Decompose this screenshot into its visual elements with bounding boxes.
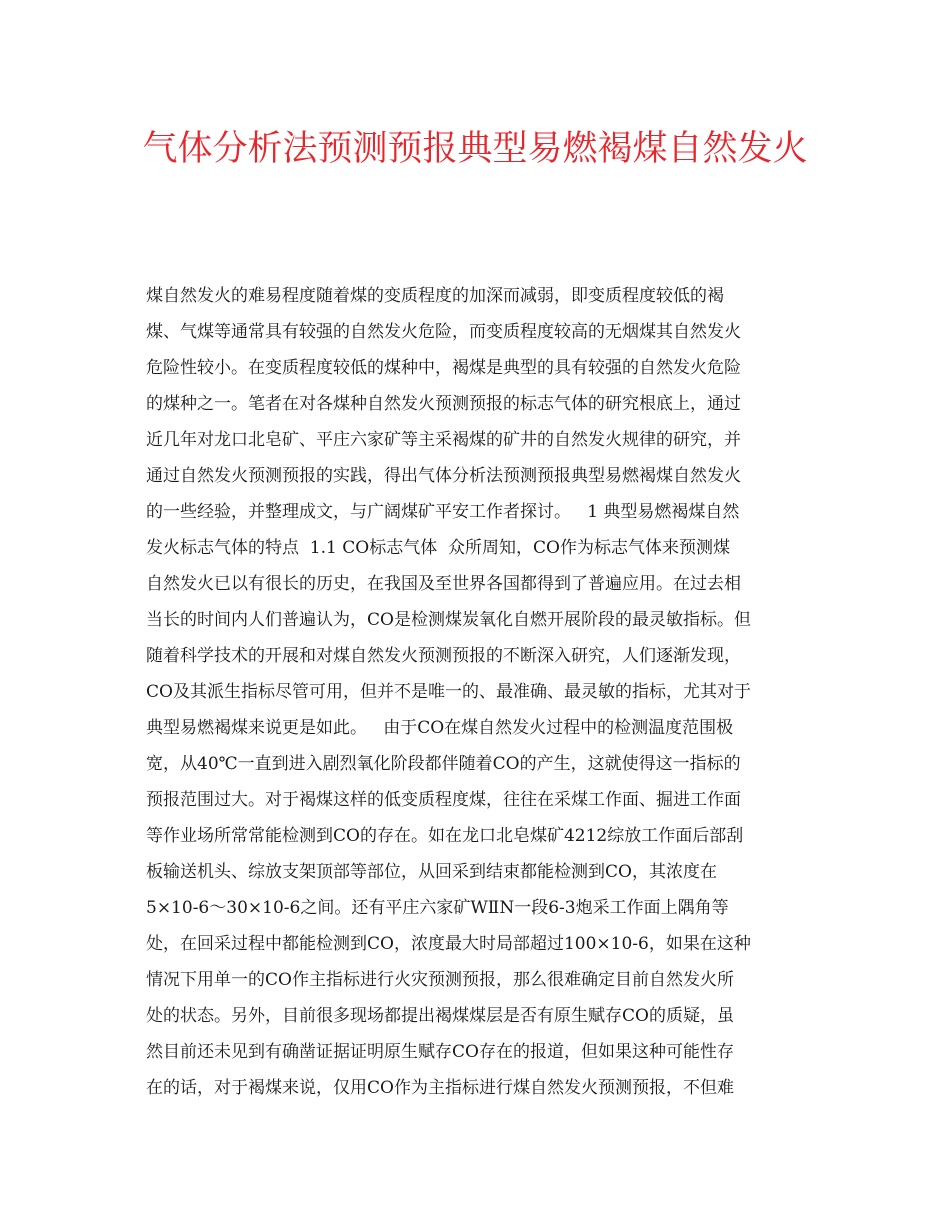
body-line: 然目前还未见到有确凿证据证明原生赋存CO存在的报道，但如果这种可能性存 <box>146 1042 734 1062</box>
body-line: 等作业场所常常能检测到CO的存在。如在龙口北皂煤矿4212综放工作面后部刮 <box>146 826 744 846</box>
body-line: 当长的时间内人们普遍认为，CO是检测煤炭氧化自燃开展阶段的最灵敏指标。但 <box>146 610 751 630</box>
body-line: 发火标志气体的特点 1.1 CO标志气体 众所周知，CO作为标志气体来预测煤 <box>146 538 730 558</box>
body-line: 情况下用单一的CO作主指标进行火灾预测预报，那么很难确定目前自然发火所 <box>146 970 734 990</box>
body-line: 随着科学技术的开展和对煤自然发火预测预报的不断深入研究，人们逐渐发现， <box>146 646 741 666</box>
body-line: 煤、气煤等通常具有较强的自然发火危险，而变质程度较高的无烟煤其自然发火 <box>146 322 741 342</box>
body-line: 危险性较小。在变质程度较低的煤种中，褐煤是典型的具有较强的自然发火危险 <box>146 358 741 378</box>
body-line: 近几年对龙口北皂矿、平庄六家矿等主采褐煤的矿井的自然发火规律的研究，并 <box>146 430 741 450</box>
body-line: 预报范围过大。对于褐煤这样的低变质程度煤，往往在采煤工作面、掘进工作面 <box>146 790 741 810</box>
body-line: 的煤种之一。笔者在对各煤种自然发火预测预报的标志气体的研究根底上，通过 <box>146 394 741 414</box>
body-line: 的一些经验，并整理成文，与广阔煤矿平安工作者探讨。 1 典型易燃褐煤自然 <box>146 502 740 522</box>
body-line: 宽，从40℃一直到进入剧烈氧化阶段都伴随着CO的产生，这就使得这一指标的 <box>146 754 741 774</box>
body-line: 5×10-6～30×10-6之间。还有平庄六家矿WⅡN一段6-3炮采工作面上隅角等 <box>146 898 729 918</box>
body-line: 处，在回采过程中都能检测到CO，浓度最大时局部超过100×10-6，如果在这种 <box>146 934 751 954</box>
body-line: CO及其派生指标尽管可用，但并不是唯一的、最准确、最灵敏的指标，尤其对于 <box>146 682 751 702</box>
body-line: 典型易燃褐煤来说更是如此。 由于CO在煤自然发火过程中的检测温度范围极 <box>146 718 734 738</box>
body-line: 自然发火已以有很长的历史，在我国及至世界各国都得到了普遍应用。在过去相 <box>146 574 741 594</box>
body-line: 板输送机头、综放支架顶部等部位，从回采到结束都能检测到CO，其浓度在 <box>146 862 717 882</box>
body-line: 通过自然发火预测预报的实践，得出气体分析法预测预报典型易燃褐煤自然发火 <box>146 466 741 486</box>
body-line: 在的话，对于褐煤来说，仅用CO作为主指标进行煤自然发火预测预报，不但难 <box>146 1078 734 1098</box>
document-body <box>146 278 806 1106</box>
body-line: 处的状态。另外，目前很多现场都提出褐煤煤层是否有原生赋存CO的质疑，虽 <box>146 1006 734 1026</box>
body-line: 煤自然发火的难易程度随着煤的变质程度的加深而减弱，即变质程度较低的褐 <box>146 286 724 306</box>
document-title: 气体分析法预测预报典型易燃褐煤自然发火 <box>142 129 808 169</box>
